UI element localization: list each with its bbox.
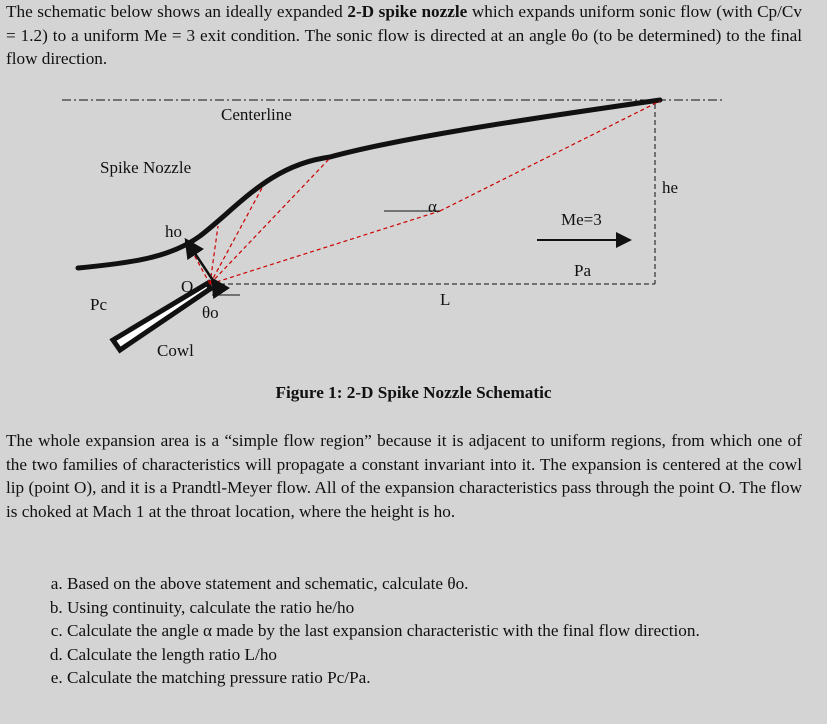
alpha-label: α: [428, 197, 437, 216]
ho-arrow: [186, 240, 212, 279]
point-o-label: O: [181, 277, 194, 296]
cowl-lip: [113, 283, 210, 350]
question-e: e. Calculate the matching pressure ratio Pc/Pa.: [67, 666, 827, 690]
pc-label: Pc: [90, 295, 107, 314]
intro-text-end: which expands uniform sonic flow (with Cp/Cv = 1.2) to a uniform Me = 3 exit condition. The sonic flow is directed at an angle θo (to be determined) to the final flow direction.: [6, 2, 802, 68]
me-label: Me=3: [561, 210, 602, 229]
intro-bold-term: 2-D spike nozzle: [347, 2, 468, 21]
theta-o-label: θo: [202, 303, 219, 322]
spike-contour: [78, 100, 660, 268]
question-c: c. Calculate the angle α made by the last expansion characteristic with the final flow direction.: [67, 619, 827, 643]
he-label: he: [662, 178, 679, 197]
expansion-fan: [193, 101, 660, 284]
intro-text-start: The schematic below shows an ideally expanded: [6, 2, 348, 21]
question-d: d. Calculate the length ratio L/ho: [67, 643, 827, 667]
question-list: [28, 572, 827, 690]
cowl-label: Cowl: [157, 341, 194, 360]
question-a: a. Based on the above statement and schematic, calculate θo.: [67, 572, 827, 596]
question-b: b. Using continuity, calculate the ratio he/ho: [67, 596, 827, 620]
figure-caption: Figure 1: 2-D Spike Nozzle Schematic: [275, 383, 552, 402]
centerline-label: Centerline: [221, 105, 292, 124]
l-label: L: [440, 290, 451, 309]
pa-label: Pa: [574, 261, 591, 280]
ho-label: ho: [165, 222, 182, 241]
body-paragraph: The whole expansion area is a “simple flow region” because it is adjacent to uniform regions, from which one of the two families of characteristics will propagate a constant invariant into it. The expansion is centered at the cowl lip (point O), and it is a Prandtl-Meyer flow. All of the expansion characteristics pass through the point O. The flow is choked at Mach 1 at the throat location, where the height is ho.: [6, 431, 802, 521]
spike-nozzle-label: Spike Nozzle: [100, 158, 192, 177]
